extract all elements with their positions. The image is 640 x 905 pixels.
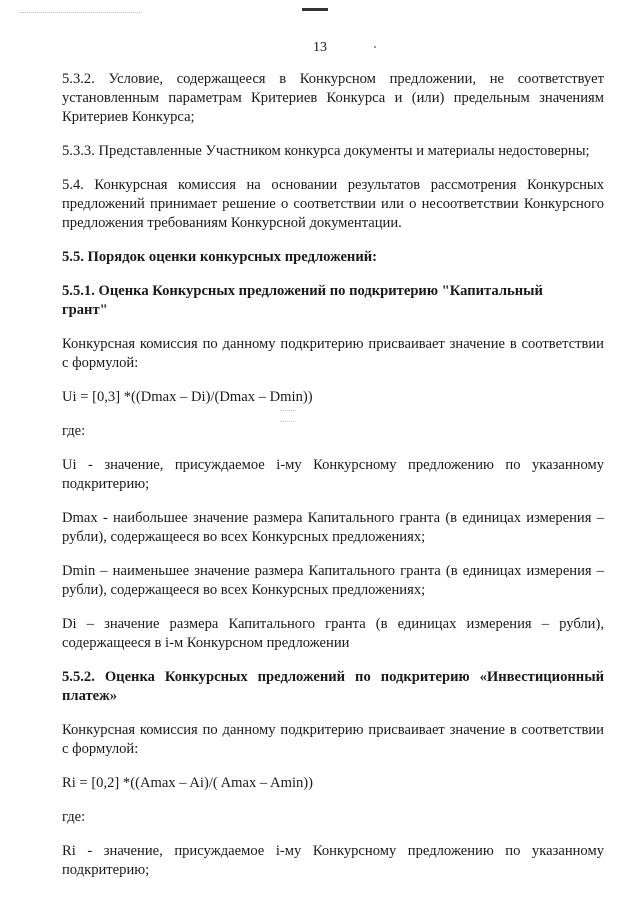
scan-artifact-mark <box>302 8 328 11</box>
page-number: 13 <box>313 40 327 55</box>
paragraph-5-4: 5.4. Конкурсная комиссия на основании результатов рассмотрения Конкурсных предложений принимает решение о соответствии или о несоответствии Конкурсного предложения требованиям Конкурсной документации. <box>62 177 604 231</box>
definition-dmax: Dmax - наибольшее значение размера Капитального гранта (в единицах измерения – рубли), содержащееся во всех Конкурсных предложениях; <box>62 510 604 545</box>
document-body <box>62 70 604 895</box>
where-label-2: где: <box>62 809 86 825</box>
paragraph-5-3-2: 5.3.2. Условие, содержащееся в Конкурсном предложении, не соответствует установленным параметрам Критериев Конкурса и (или) предельным значениям Критериев Конкурса; <box>62 71 604 125</box>
definition-ui: Ui - значение, присуждаемое i-му Конкурсному предложению по указанному подкритерию; <box>62 457 604 492</box>
scan-smudge <box>280 410 296 422</box>
scan-artifact-dots <box>20 12 140 14</box>
paragraph-5-3-3: 5.3.3. Представленные Участником конкурса документы и материалы недостоверны; <box>62 143 590 159</box>
definition-ri: Ri - значение, присуждаемое i-му Конкурсному предложению по указанному подкритерию; <box>62 843 604 878</box>
paragraph-commission-2: Конкурсная комиссия по данному подкритерию присваивает значение в соответствии с формулой: <box>62 722 604 757</box>
heading-5-5-1: 5.5.1. Оценка Конкурсных предложений по подкритерию "Капитальный грант" <box>62 283 543 318</box>
definition-dmin: Dmin – наименьшее значение размера Капитального гранта (в единицах измерения – рубли), содержащееся во всех Конкурсных предложениях; <box>62 563 604 598</box>
formula-ri: Ri = [0,2] *((Amax – Ai)/( Amax – Amin)) <box>62 775 314 791</box>
heading-5-5-2: 5.5.2. Оценка Конкурсных предложений по подкритерию «Инвестиционный платеж» <box>62 669 604 704</box>
where-label-1: где: <box>62 423 86 439</box>
formula-ui: Ui = [0,3] *((Dmax – Di)/(Dmax – Dmin)) <box>62 389 313 405</box>
heading-5-5: 5.5. Порядок оценки конкурсных предложений: <box>62 249 378 265</box>
paragraph-commission-1: Конкурсная комиссия по данному подкритерию присваивает значение в соответствии с формулой: <box>62 336 604 371</box>
definition-di: Di – значение размера Капитального гранта (в единицах измерения – рубли), содержащееся в i-м Конкурсном предложении <box>62 616 604 651</box>
